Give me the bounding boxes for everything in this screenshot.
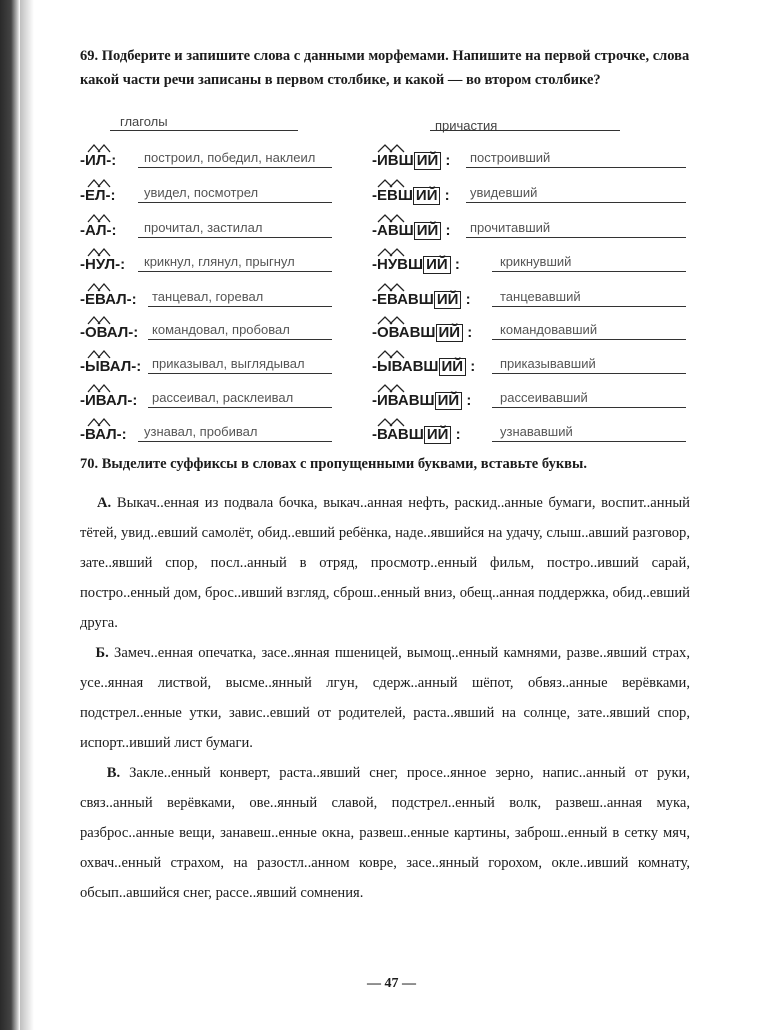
verb-suffix: -АЛ-: [80,222,117,239]
paragraph-c-label: В. [106,765,121,781]
participle-ending: ИЙ [423,256,451,274]
participle-morphemes [372,358,475,376]
participle-ending: ИЙ [424,426,452,444]
participle-answer-line [492,407,686,408]
participle-ending: ИЙ [434,291,462,309]
verb-suffix: -ИВАЛ-: [80,392,138,409]
task-69-heading [80,44,720,92]
verb-answer-line [138,441,332,442]
participle-ending: ИЙ [414,152,442,170]
participle-morphemes [372,256,460,274]
verb-words: увидел, посмотрел [144,185,259,200]
task-69-number: 69. [80,48,99,64]
participle-word: рассеивавший [500,390,588,405]
participle-suffix: -ИВШ [372,152,414,169]
task-70-text: Выделите суффиксы в словах с пропущенными буквами, вставьте буквы. [101,456,587,472]
verb-answer-line [148,373,332,374]
participle-ending: ИЙ [436,324,464,342]
row-separator: : [454,256,460,273]
participle-morphemes [372,152,450,170]
paragraph-a-text: Выкач..енная из подвала бочка, выкач..анная нефть, раскид..анные бумаги, воспит..анный тётей, увид..евший самолёт, обид..евший ребёнка, наде..явшийся на удачу, слыш..авший разговор, зате..явший спор, посл..анный в отряд, просмотр..енный фильм, постро..ивший сарай, постро..енный дом, брос..ивший взгляд, сброш..енный вниз, обещ..анная поддержка, обид..евший друга. [80,495,690,631]
verb-answer-line [148,339,332,340]
participle-answer-line [466,167,686,168]
verb-words: прочитал, застилал [144,220,263,235]
participle-word: построивший [470,150,551,165]
left-column-header: глаголы [120,114,168,129]
paragraph-c [80,758,690,908]
participle-answer-line [492,271,686,272]
morpheme-row [0,146,783,176]
verb-suffix: -ВАЛ-: [80,426,127,443]
participle-ending: ИЙ [414,222,442,240]
morpheme-row [0,216,783,246]
morpheme-row [0,318,783,348]
participle-answer-line [492,441,686,442]
participle-suffix: -ЫВАВШ [372,358,439,375]
participle-morphemes [372,291,471,309]
morpheme-row [0,352,783,382]
participle-word: приказывавший [500,356,596,371]
row-separator: : [470,358,476,375]
task-70-number: 70. [80,456,99,472]
row-separator: : [465,291,471,308]
participle-morphemes [372,187,450,205]
task-70-heading [80,452,720,476]
participle-morphemes [372,324,472,342]
verb-words: командовал, пробовал [152,322,290,337]
row-separator: : [445,152,451,169]
right-header-line [430,130,620,131]
verb-suffix: -ЫВАЛ-: [80,358,142,375]
paragraph-b [80,638,690,758]
morpheme-row [0,386,783,416]
participle-answer-line [492,306,686,307]
participle-word: командовавший [500,322,598,337]
participle-word: узнававший [500,424,573,439]
page-number: — 47 — [367,976,416,991]
verb-words: танцевал, горевал [152,289,264,304]
participle-word: увидевший [470,185,538,200]
verb-suffix: -ЕВАЛ-: [80,291,137,308]
participle-morphemes [372,222,450,240]
row-separator: : [466,392,472,409]
participle-suffix: -ЕВАВШ [372,291,434,308]
verb-answer-line [138,202,332,203]
verb-words: приказывал, выглядывал [152,356,305,371]
participle-word: крикнувший [500,254,572,269]
verb-suffix: -ЕЛ-: [80,187,116,204]
morpheme-row [0,420,783,450]
verb-suffix: -ИЛ-: [80,152,117,169]
paragraph-a [80,488,690,638]
left-header-line [110,130,298,131]
participle-morphemes [372,392,471,410]
right-column-header: причастия [435,118,498,133]
row-separator: : [444,187,450,204]
verb-words: построил, победил, наклеил [144,150,316,165]
task-69-text: Подберите и запишите слова с данными морфемами. Напишите на первой строчке, слова какой части речи записаны в первом столбике, и какой — во втором столбике? [80,48,690,88]
verb-words: узнавал, пробивал [144,424,258,439]
paragraph-b-text: Замеч..енная опечатка, засе..янная пшеницей, вымощ..енный камнями, разве..явший страх, усе..янная листвой, высме..янный лгун, сдерж..анный шёпот, обвяз..анные верёвками, подстрел..енные утки, завис..евший от родителей, раста..явший на солнце, зате..явший спор, испорт..ивший лист бумаги. [80,645,691,751]
participle-suffix: -АВШ [372,222,414,239]
participle-suffix: -ВАВШ [372,426,424,443]
morpheme-row [0,250,783,280]
verb-suffix: -ОВАЛ-: [80,324,139,341]
participle-suffix: -ИВАВШ [372,392,435,409]
paragraph-a-label: А. [97,495,112,511]
row-separator: : [455,426,461,443]
participle-answer-line [466,237,686,238]
participle-word: танцевавший [500,289,581,304]
row-separator: : [467,324,473,341]
morpheme-row [0,285,783,315]
paragraph-b-label: Б. [95,645,109,661]
participle-suffix: -ОВАВШ [372,324,436,341]
paragraph-c-text: Закле..енный конверт, раста..явший снег, просе..янное зерно, напис..анный от руки, связ..анный верёвками, ове..янный славой, подстрел..енный волк, развеш..анная мука, разброс..анные вещи, занавеш..енные окна, развеш..енные картины, заброш..енный в сетку мяч, охвач..енный страхом, на разостл..анном ковре, засе..янный горохом, окле..ивший комнату, обсып..авшийся снег, рассе..явший сомнения. [80,765,690,901]
participle-morphemes [372,426,461,444]
participle-word: прочитавший [470,220,551,235]
participle-answer-line [492,339,686,340]
verb-suffix: -НУЛ-: [80,256,126,273]
participle-ending: ИЙ [439,358,467,376]
verb-answer-line [138,167,332,168]
row-separator: : [445,222,451,239]
participle-ending: ИЙ [413,187,441,205]
morpheme-row [0,181,783,211]
verb-words: рассеивал, расклеивал [152,390,294,405]
verb-answer-line [138,237,332,238]
verb-answer-line [148,306,332,307]
verb-answer-line [148,407,332,408]
verb-answer-line [138,271,332,272]
participle-ending: ИЙ [435,392,463,410]
participle-answer-line [492,373,686,374]
verb-words: крикнул, глянул, прыгнул [144,254,295,269]
participle-suffix: -НУВШ [372,256,424,273]
participle-suffix: -ЕВШ [372,187,413,204]
participle-answer-line [466,202,686,203]
